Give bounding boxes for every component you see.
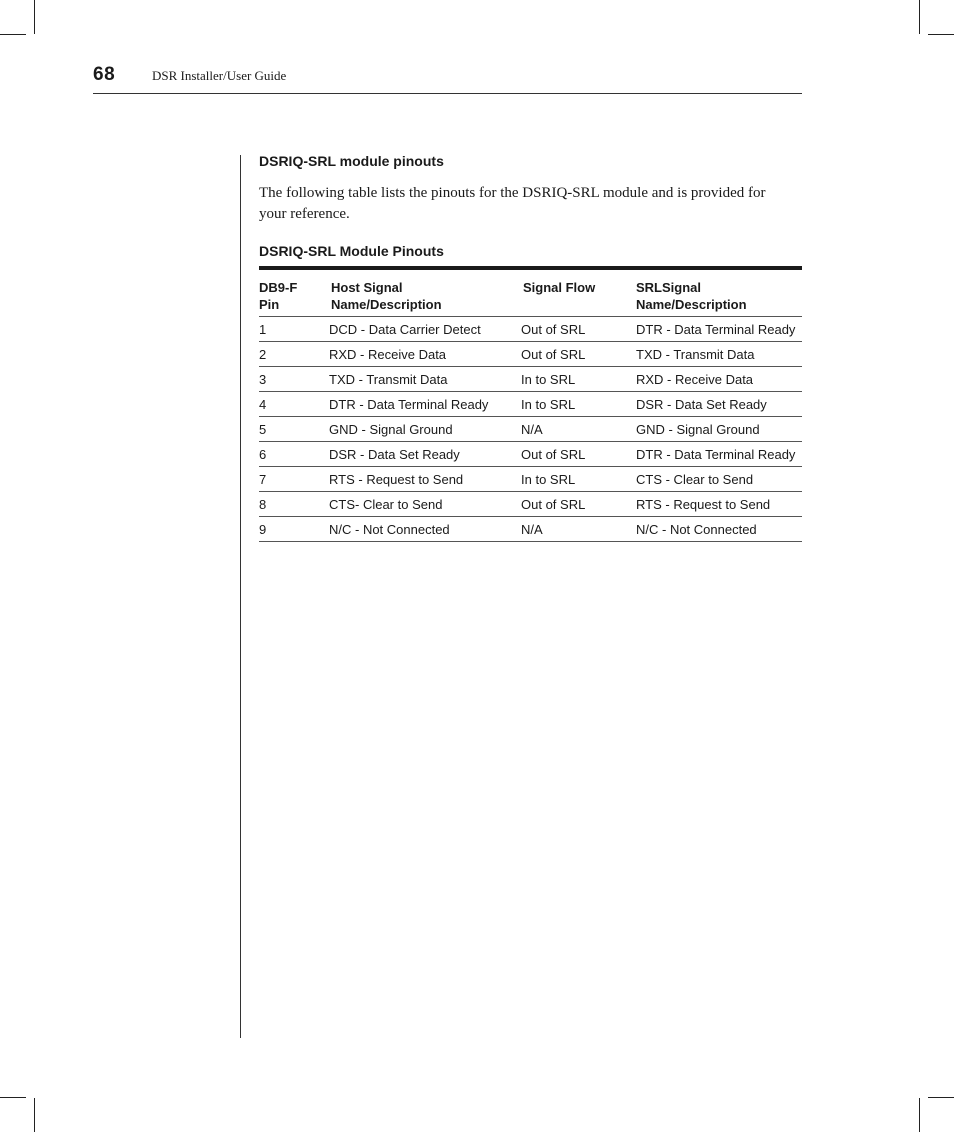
table-row [259,417,802,442]
cell-srl-signal: DTR - Data Terminal Ready [636,447,796,462]
cell-pin: 4 [259,397,267,412]
cell-pin: 7 [259,472,267,487]
cell-host-signal: TXD - Transmit Data [329,372,448,387]
crop-mark-bottom-left [0,1097,26,1098]
column-header-pin: DB9-F Pin [259,280,298,312]
cell-signal-flow: N/A [521,522,543,537]
table-row [259,492,802,517]
cell-host-signal: RXD - Receive Data [329,347,447,362]
cell-srl-signal: TXD - Transmit Data [636,347,755,362]
page-number: 68 [93,64,116,85]
table-row [259,517,802,542]
cell-signal-flow: In to SRL [521,397,576,412]
table-row [259,367,802,392]
cell-pin: 8 [259,497,267,512]
pinout-table [259,266,802,542]
crop-mark-bottom-right [919,1098,920,1132]
crop-mark-bottom-left [34,1098,35,1132]
crop-mark-bottom-right [928,1097,954,1098]
column-header-host-signal: Host Signal Name/Description [331,280,442,312]
table-row [259,442,802,467]
cell-signal-flow: Out of SRL [521,322,586,337]
cell-signal-flow: Out of SRL [521,447,586,462]
cell-signal-flow: In to SRL [521,372,576,387]
cell-signal-flow: Out of SRL [521,497,586,512]
table-caption: DSRIQ-SRL Module Pinouts [259,243,444,259]
cell-srl-signal: RTS - Request to Send [636,497,771,512]
column-header-signal-flow: Signal Flow [523,280,596,295]
cell-srl-signal: RXD - Receive Data [636,372,754,387]
cell-pin: 2 [259,347,267,362]
cell-host-signal: CTS- Clear to Send [329,497,443,512]
header-rule [93,93,802,94]
cell-srl-signal: GND - Signal Ground [636,422,760,437]
change-bar [240,155,241,1038]
table-header-row [259,270,802,317]
cell-pin: 9 [259,522,267,537]
crop-mark-top-right [919,0,920,34]
crop-mark-top-left [0,34,26,35]
cell-signal-flow: In to SRL [521,472,576,487]
cell-pin: 5 [259,422,267,437]
cell-host-signal: DCD - Data Carrier Detect [329,322,481,337]
table-row [259,342,802,367]
section-heading: DSRIQ-SRL module pinouts [259,153,444,169]
cell-srl-signal: CTS - Clear to Send [636,472,754,487]
cell-signal-flow: Out of SRL [521,347,586,362]
cell-signal-flow: N/A [521,422,543,437]
cell-host-signal: DTR - Data Terminal Ready [329,397,489,412]
cell-pin: 1 [259,322,267,337]
cell-srl-signal: N/C - Not Connected [636,522,757,537]
table-body [259,317,802,542]
cell-pin: 3 [259,372,267,387]
intro-paragraph: The following table lists the pinouts for the DSRIQ-SRL module and is provided for your reference. [259,185,766,222]
cell-host-signal: RTS - Request to Send [329,472,464,487]
table-row [259,467,802,492]
cell-host-signal: N/C - Not Connected [329,522,450,537]
cell-host-signal: DSR - Data Set Ready [329,447,460,462]
cell-srl-signal: DTR - Data Terminal Ready [636,322,796,337]
cell-host-signal: GND - Signal Ground [329,422,453,437]
table-row [259,317,802,342]
cell-srl-signal: DSR - Data Set Ready [636,397,767,412]
cell-pin: 6 [259,447,267,462]
running-head: DSR Installer/User Guide [152,68,287,83]
crop-mark-top-left [34,0,35,34]
table-row [259,392,802,417]
column-header-srl-signal: SRLSignal Name/Description [636,280,747,312]
crop-mark-top-right [928,34,954,35]
